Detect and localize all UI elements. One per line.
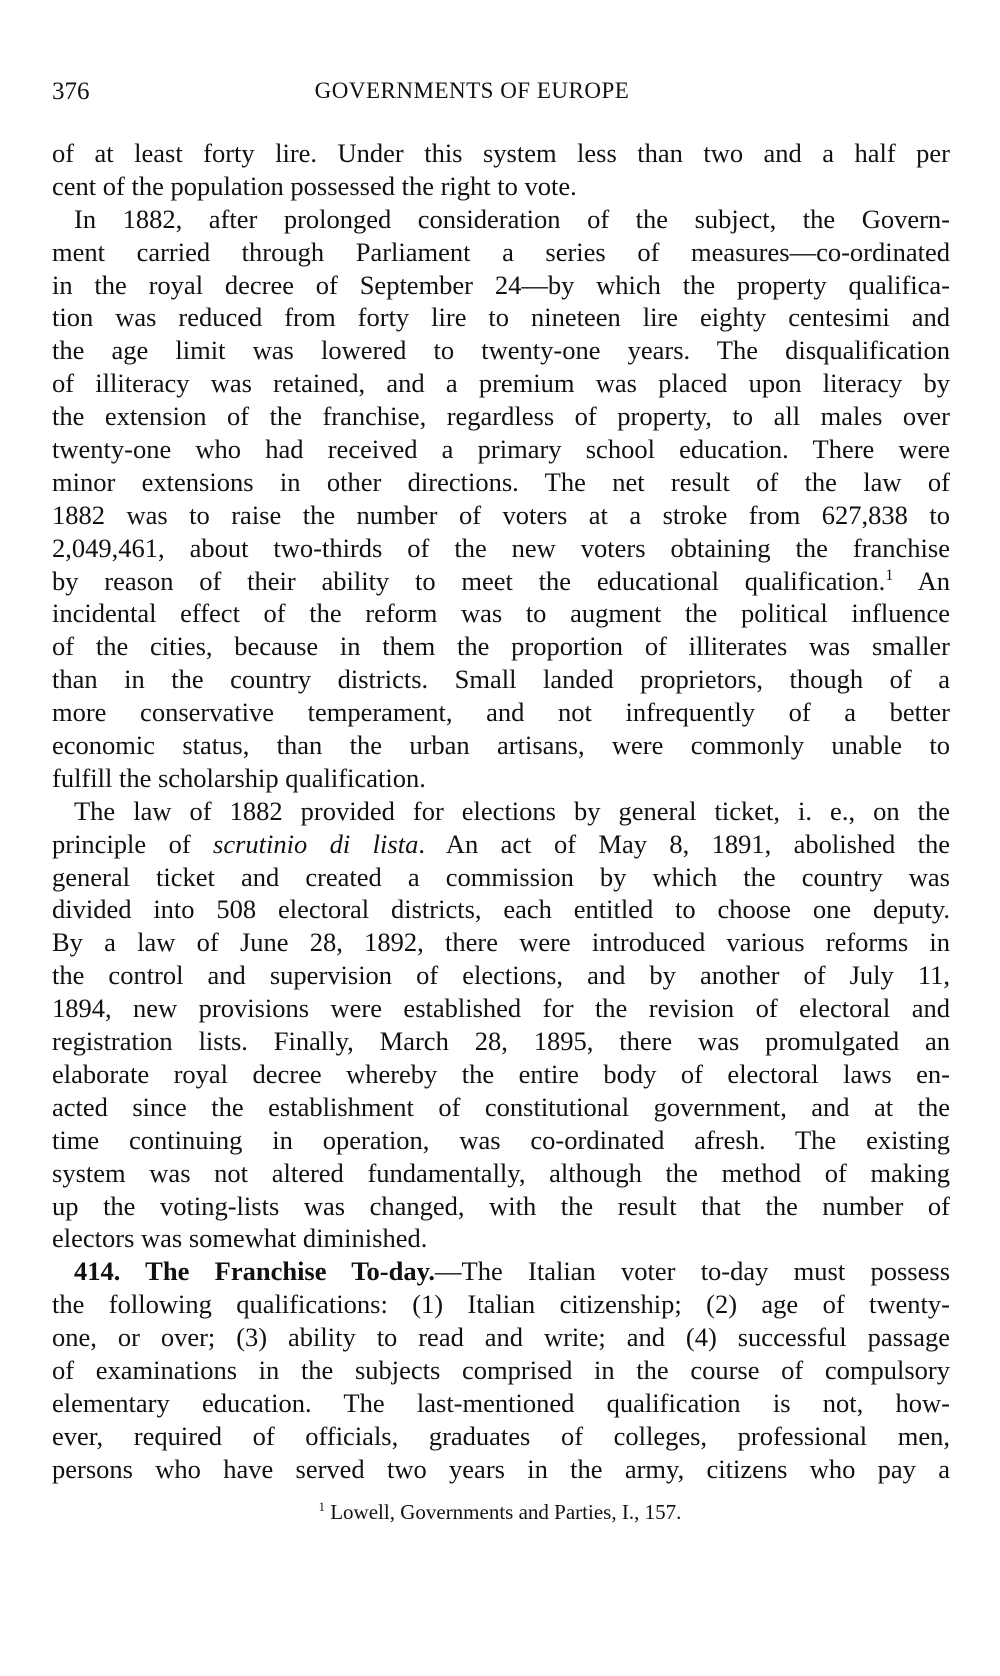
text-line <box>52 828 950 861</box>
text-line: the extension of the franchise, regardless of property, to all males over <box>52 401 950 432</box>
text-line: persons who have served two years in the army, citizens who pay a <box>52 1453 950 1484</box>
footnote <box>0 1500 1000 1525</box>
text-line <box>52 565 950 598</box>
paragraph <box>52 1255 950 1485</box>
text-line: elaborate royal decree whereby the entire body of electoral laws en- <box>52 1058 950 1089</box>
text-line: divided into 508 electoral districts, each entitled to choose one deputy. <box>52 894 950 925</box>
text-span: principle of <box>52 828 214 859</box>
text-line: of at least forty lire. Under this system less than two and a half per <box>52 138 950 168</box>
text-line: twenty-one who had received a primary school education. There were <box>52 434 950 465</box>
text-line: of illiteracy was retained, and a premium was placed upon literacy by <box>52 368 950 399</box>
text-line: in the royal decree of September 24—by which the property qualifica- <box>52 269 950 300</box>
text-line <box>52 1255 950 1288</box>
text-line: The law of 1882 provided for elections by general ticket, i. e., on the <box>74 795 950 826</box>
text-line: acted since the establishment of constitutional government, and at the <box>52 1091 950 1122</box>
text-line: 1882 was to raise the number of voters at a stroke from 627,838 to <box>52 499 950 530</box>
text-line: more conservative temperament, and not infrequently of a better <box>52 697 950 728</box>
text-line: of examinations in the subjects comprised in the course of compulsory <box>52 1354 950 1385</box>
text-line: the following qualifications: (1) Italian citizenship; (2) age of twenty- <box>52 1289 950 1320</box>
text-line: In 1882, after prolonged consideration of the subject, the Govern- <box>74 203 950 234</box>
text-line: economic status, than the urban artisans, were commonly unable to <box>52 730 950 761</box>
text-line: of the cities, because in them the proportion of illiterates was smaller <box>52 631 950 662</box>
paragraph <box>52 795 950 1255</box>
text-line: up the voting-lists was changed, with the result that the number of <box>52 1190 950 1221</box>
text-line: registration lists. Finally, March 28, 1895, there was promulgated an <box>52 1026 950 1057</box>
paragraph <box>52 203 950 795</box>
section-heading: 414. The Franchise To-day. <box>74 1256 436 1287</box>
text-line: 1894, new provisions were established for the revision of electoral and <box>52 993 950 1024</box>
text-span: An <box>893 565 950 596</box>
text-line: system was not altered fundamentally, although the method of making <box>52 1157 950 1188</box>
page-number: 376 <box>52 78 90 105</box>
text-line: one, or over; (3) ability to read and write; and (4) successful passage <box>52 1322 950 1353</box>
running-header <box>52 78 950 112</box>
text-line: time continuing in operation, was co-ordinated afresh. The existing <box>52 1124 950 1155</box>
text-line: By a law of June 28, 1892, there were introduced various reforms in <box>52 927 950 958</box>
text-line: minor extensions in other directions. The net result of the law of <box>52 466 950 497</box>
body-text <box>52 137 950 1486</box>
text-line: cent of the population possessed the right to vote. <box>52 170 577 201</box>
text-line: the control and supervision of elections, and by another of July 11, <box>52 960 950 991</box>
text-line: fulfill the scholarship qualification. <box>52 762 426 793</box>
text-span: . An act of May 8, 1891, abolished the <box>418 828 950 859</box>
italic-term: scrutinio di lista <box>213 828 419 859</box>
text-span: —The Italian voter to-day must possess <box>435 1256 951 1287</box>
text-span: by reason of their ability to meet the educational qualification. <box>52 565 886 596</box>
footnote-reference: 1 <box>885 566 894 584</box>
footnote-text: Lowell, Governments and Parties, I., 157. <box>324 1500 682 1524</box>
text-line: elementary education. The last-mentioned qualification is not, how- <box>52 1387 950 1418</box>
text-line: 2,049,461, about two-thirds of the new voters obtaining the franchise <box>52 532 950 563</box>
footnote-marker: 1 <box>318 1500 325 1514</box>
running-title: GOVERNMENTS OF EUROPE <box>314 78 630 103</box>
text-line: incidental effect of the reform was to augment the political influence <box>52 598 950 629</box>
text-line: ever, required of officials, graduates of colleges, professional men, <box>52 1420 950 1451</box>
text-line: general ticket and created a commission by which the country was <box>52 861 950 892</box>
text-line: tion was reduced from forty lire to nineteen lire eighty centesimi and <box>52 302 950 333</box>
text-line: than in the country districts. Small landed proprietors, though of a <box>52 664 950 695</box>
text-line: electors was somewhat diminished. <box>52 1223 428 1254</box>
paragraph <box>52 137 950 203</box>
text-line: ment carried through Parliament a series of measures—co-ordinated <box>52 236 950 267</box>
text-line: the age limit was lowered to twenty-one years. The disqualification <box>52 335 950 366</box>
